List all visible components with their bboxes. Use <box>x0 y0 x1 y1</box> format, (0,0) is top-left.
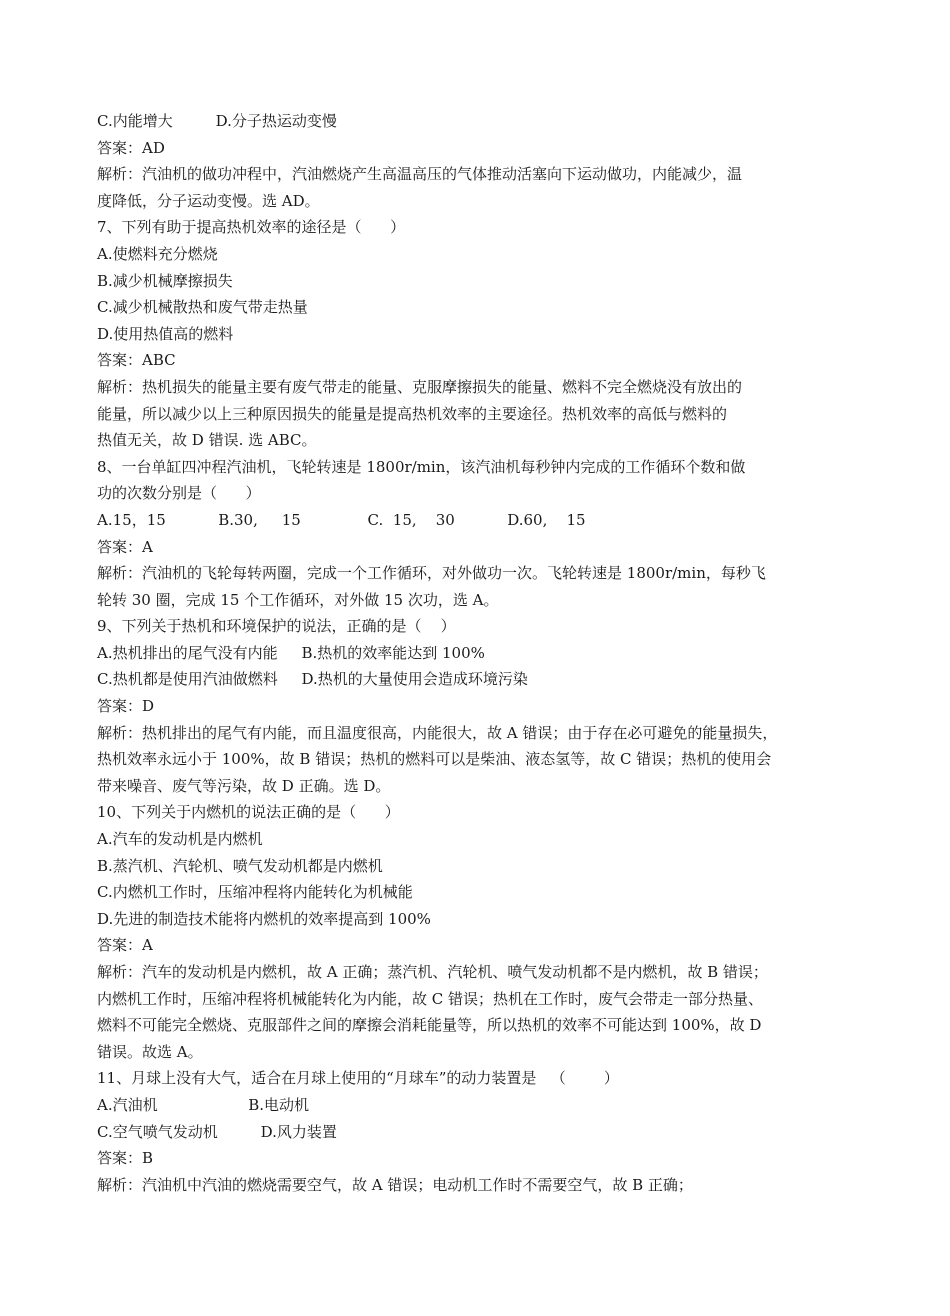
question-11 <box>97 1065 867 1198</box>
q9-analysis-line: 解析：热机排出的尾气有内能，而且温度很高，内能很大，故 A 错误；由于存在必可避免的能量损失， <box>97 723 778 742</box>
q10-option-d: D.先进的制造技术能将内燃机的效率提高到 100% <box>97 909 431 928</box>
q10-option-c: C.内燃机工作时，压缩冲程将内能转化为机械能 <box>97 883 413 902</box>
q11-analysis-line: 解析：汽油机中汽油的燃烧需要空气，故 A 错误；电动机工作时不需要空气，故 B 正确； <box>97 1175 693 1194</box>
q9-analysis-line: 热机效率永远小于 100%，故 B 错误；热机的燃料可以是柴油、液态氢等，故 C 错误；热机的使用会 <box>97 750 772 769</box>
q7-answer: 答案：ABC <box>97 351 176 370</box>
q8-analysis-line: 轮转 30 圈，完成 15 个工作循环，对外做 15 次功，选 A。 <box>97 590 499 609</box>
q10-analysis-line: 燃料不可能完全燃烧、克服部件之间的摩擦会消耗能量等，所以热机的效率不可能达到 100%，故 D <box>97 1016 762 1035</box>
q11-stem: 11、月球上没有大气，适合在月球上使用的“月球车”的动力装置是 （ ） <box>97 1069 619 1088</box>
q9-options-ab: A.热机排出的尾气没有内能 B.热机的效率能达到 100% <box>97 643 485 662</box>
q7-analysis <box>97 374 867 454</box>
q6-analysis <box>97 161 867 214</box>
question-10 <box>97 799 867 1065</box>
q9-analysis <box>97 720 867 800</box>
q10-option-a: A.汽车的发动机是内燃机 <box>97 830 263 849</box>
q6-analysis-line: 解析：汽油机的做功冲程中，汽油燃烧产生高温高压的气体推动活塞向下运动做功，内能减少，温 <box>97 165 743 184</box>
q8-stem-line: 8、一台单缸四冲程汽油机，飞轮转速是 1800r/min，该汽油机每秒钟内完成的工作循环个数和做 <box>97 457 746 476</box>
question-7 <box>97 214 867 453</box>
q9-answer: 答案：D <box>97 697 155 716</box>
q11-options-ab: A.汽油机 B.电动机 <box>97 1095 309 1114</box>
q11-options-cd: C.空气喷气发动机 D.风力装置 <box>97 1122 337 1141</box>
q7-option-d: D.使用热值高的燃料 <box>97 324 234 343</box>
q10-answer: 答案：A <box>97 936 153 955</box>
q8-analysis-line: 解析：汽油机的飞轮每转两圈，完成一个工作循环，对外做功一次。飞轮转速是 1800r/min，每秒飞 <box>97 564 766 583</box>
question-6-continued <box>97 108 867 214</box>
q10-analysis <box>97 959 867 1065</box>
q11-answer: 答案：B <box>97 1149 154 1168</box>
q10-analysis-line: 内燃机工作时，压缩冲程将机械能转化为内能，故 C 错误；热机在工作时，废气会带走一部分热量、 <box>97 989 764 1008</box>
q7-analysis-line: 能量，所以减少以上三种原因损失的能量是提高热机效率的主要途径。热机效率的高低与燃料的 <box>97 404 728 423</box>
q9-analysis-line: 带来噪音、废气等污染，故 D 正确。选 D。 <box>97 776 391 795</box>
q7-option-c: C.减少机械散热和废气带走热量 <box>97 298 308 317</box>
q10-analysis-line: 错误。故选 A。 <box>97 1042 203 1061</box>
document-page <box>97 108 867 1198</box>
q7-analysis-line: 热值无关，故 D 错误. 选 ABC。 <box>97 431 317 450</box>
q7-stem: 7、下列有助于提高热机效率的途径是（ ） <box>97 218 406 237</box>
q9-options-cd: C.热机都是使用汽油做燃料 D.热机的大量使用会造成环境污染 <box>97 670 528 689</box>
q6-options-cd: C.内能增大 D.分子热运动变慢 <box>97 112 337 130</box>
q11-analysis <box>97 1172 867 1199</box>
q6-answer: 答案：AD <box>97 138 165 157</box>
q10-option-b: B.蒸汽机、汽轮机、喷气发动机都是内燃机 <box>97 856 383 875</box>
q8-stem-line: 功的次数分别是（ ） <box>97 484 261 503</box>
q7-option-b: B.减少机械摩擦损失 <box>97 271 233 290</box>
q7-analysis-line: 解析：热机损失的能量主要有废气带走的能量、克服摩擦损失的能量、燃料不完全燃烧没有放出的 <box>97 377 743 396</box>
q10-analysis-line: 解析：汽车的发动机是内燃机，故 A 正确；蒸汽机、汽轮机、喷气发动机都不是内燃机，故 B 错误； <box>97 963 768 981</box>
q9-stem: 9、下列关于热机和环境保护的说法，正确的是（ ） <box>97 617 456 636</box>
q8-answer: 答案：A <box>97 537 153 556</box>
q8-analysis <box>97 560 867 613</box>
question-9 <box>97 613 867 799</box>
q6-analysis-line: 度降低，分子运动变慢。选 AD。 <box>97 191 320 210</box>
q8-options: A.15，15 B.30, 15 C. 15, 30 D.60, 15 <box>97 510 586 529</box>
question-8 <box>97 454 867 614</box>
q10-stem: 10、下列关于内燃机的说法正确的是（ ） <box>97 803 400 822</box>
q7-option-a: A.使燃料充分燃烧 <box>97 244 218 263</box>
